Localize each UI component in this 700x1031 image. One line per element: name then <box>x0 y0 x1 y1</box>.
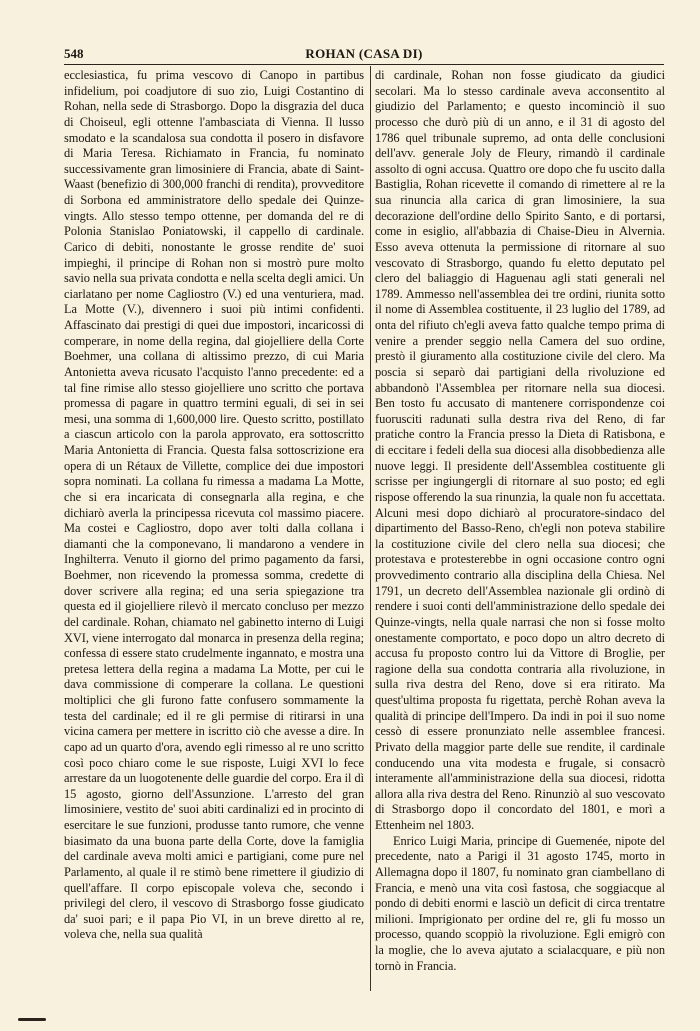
left-column <box>64 68 364 996</box>
right-column <box>375 68 665 996</box>
header-rule <box>64 64 664 65</box>
page-number: 548 <box>64 46 84 61</box>
running-title: ROHAN (CASA DI) <box>305 46 423 61</box>
right-paragraph-1: di cardinale, Rohan non fosse giudicato da giudici secolari. Ma lo stesso cardinale aveva acconsentito al giudizio del Parlamento; e questo incominciò il suo processo che durò più di un anno, e il 31 di agosto del 1786 quel tribunale supremo, ad onta delle conclusioni dell'avv. generale Joly de Fleury, rimandò il cardinale assolto di ogni accusa. Quattro ore dopo che fu uscito dalla Bastiglia, Rohan ricevette il comando di rimettere al re la sua rinuncia alla carica di gran limosiniere, la sua decorazione dell'ordine dello Spirito Santo, e di portarsi, come in esiglio, all'abbazia di Chaise-Dieu in Alvernia. Esso aveva ottenuta la permissione di ritornare al suo vescovato di Strasborgo, quando fu eletto deputato pel clero del baliaggio di Haguenau agli stati generali nel 1789. Ammesso nell'assemblea dei tre ordini, riunita sotto il nome di Assemblea costituente, il 23 luglio del 1789, ad onta del rifiuto ch'egli aveva fatto qualche tempo prima di venire a prender seggio nella Camera del suo ordine, prestò il giuramento alla costituzione civile del clero. Ma poscia si separò dai partigiani della rivoluzione ed abbandonò l'Assemblea per ritornare nella sua diocesi. Ben tosto fu accusato di mantenere corrispondenze coi fuorusciti radunati sulla destra riva del Reno, di far pratiche contro la Francia presso la Dieta di Ratisbona, e di eccitare i fedeli della sua diocesi alla disobbedienza alle nuove leggi. Il presidente dell'Assemblea costituente gli scrisse per ingiungergli di ritornare al suo posto; ed egli rispose offerendo la sua rinunzia, la quale non fu accettata. Alcuni mesi dopo dichiarò al procuratore-sindaco del dipartimento del Basso-Reno, ch'egli non poteva stabilire la costituzione civile del clero nella sua diocesi; che protestava e protesterebbe in ogni occasione contro ogni provvedimento contrario alla disciplina della Chiesa. Nel 1791, un decreto dell'Assemblea nazionale gli ordinò di rendere i suoi conti dell'amministrazione dello spedale dei Quinze-vingts, nella quale narrasi che non si fosse molto onestamente comportato, e poco dopo un altro decreto di accusa fu proposto contro lui da Vittore di Broglie, per ragione della sua condotta contraria alla rivoluzione, in sulla riva destra del Reno, dove si era ritirato. Ma quest'ultima proposta fu rigettata, perchè Rohan aveva la qualità di principe dell'Impero. Da indi in poi il suo nome cessò di essere pronunziato nelle assemblee francesi. Privato della maggior parte delle sue rendite, il cardinale conducendo una vita modesta e frugale, si consacrò interamente all'amministrazione della sua diocesi, ridotta allora alla riva destra del Reno. Rinunziò al suo vescovato di Strasborgo dopo il concordato del 1801, e morì a Ettenheim nel 1803. <box>375 68 665 832</box>
scan-edge-mark <box>18 1018 46 1021</box>
left-paragraph-1: ecclesiastica, fu prima vescovo di Canopo in partibus infidelium, poi coadjutore di suo zio, Luigi Costantino di Rohan, nella sede di Strasborgo. Dopo la disgrazia del duca di Choiseul, egli ottenne l'ambasciata di Vienna. Il lusso smodato e la scandalosa sua condotta il posero in disfavore di Maria Teresa. Richiamato in Francia, fu nominato successivamente gran limosiniere di Francia, abate di Saint-Waast (benefizio di 300,000 franchi di rendita), provveditore di Sorbona ed amministratore dello spedale dei Quinze-vingts. Allo stesso tempo ottenne, per domanda del re di Polonia Stanislao Poniatowski, il cappello di cardinale. Carico di debiti, nonostante le grosse rendite de' suoi impieghi, il principe di Rohan non si mostrò pure molto savio nella sua privata condotta e nella scelta degli amici. Un ciarlatano per nome Cagliostro (V.) ed una venturiera, mad. La Motte (V.), divennero i suoi più intimi confidenti. Affascinato dai prestigi di quei due impostori, incaricossi di comperare, in nome della regina, dal giojelliere della Corte Boehmer, una collana di altissimo prezzo, di cui Maria Antonietta aveva ricusato l'acquisto l'anno precedente: ed a tal fine rimise allo stesso giojelliere uno scritto che portava promessa di pagare in quattro termini eguali, di sei in sei mesi, una somma di 1,600,000 lire. Questo scritto, postillato a ciascun articolo con la parola approvato, era sottoscritto Maria Antonietta di Francia. Questa falsa sottoscrizione era opera di un Rétaux de Villette, complice dei due impostori sopra nominati. La collana fu rimessa a madama La Motte, che si era incaricata di consegnarla alla regina, e che dichiarò averla la principessa ricevuta col massimo piacere. Ma costei e Cagliostro, dopo aver tolti dalla collana i diamanti che la componevano, li mandarono a vendere in Inghilterra. Venuto il giorno del primo pagamento da farsi, Boehmer, non ricevendo la promessa somma, credette di dover scrivere alla regina; ed una seria spiegazione tra questa ed il giojelliere rilevò il mercato concluso per mezzo del cardinale. Rohan, chiamato nel gabinetto interno di Luigi XVI, viene interrogato dal monarca in presenza della regina; confessa di essere stato crudelmente ingannato, e mostra una pretesa lettera della regina a madama La Motte, per cui le dava commissione di comperare la collana. Le questioni moltiplici che gli furono fatte confusero sommamente la testa del cardinale; ed il re gli permise di ritirarsi in una vicina camera per mettere in iscritto ciò che avesse a dire. In capo ad un quarto d'ora, avendo egli rimesso al re uno scritto così poco chiaro come le sue risposte, Luigi XVI lo fece arrestare da un luogotenente delle guardie del corpo. Era il dì 15 agosto, giorno dell'Assunzione. L'arresto del gran limosiniere, vestito de' suoi abiti cardinalizi ed in procinto di esercitare le sue funzioni, produsse tanto rumore, che venne biasimato da una buona parte della Corte, dove la famiglia del cardinale aveva molti amici e partigiani, come pure nel Parlamento, al quale il re stimò bene rimettere il giudizio di quell'affare. Il corpo episcopale voleva che, secondo i privilegi del clero, il vescovo di Strasborgo fosse giudicato da' suoi pari; e il papa Pio VI, in un breve diretto al re, voleva che, nella sua qualità <box>64 68 364 942</box>
page-header <box>64 44 664 66</box>
right-paragraph-2: Enrico Luigi Maria, principe di Guemenée, nipote del precedente, nato a Parigi il 31 agosto 1745, morto in Allemagna dopo il 1807, fu nominato gran ciambellano di Francia, e menò una vita così fastosa, che soggiacque al pondo di debiti enormi e lasciò un deficit di circa trentatre milioni. Imprigionato per ordine del re, gli fu mosso un processo, quando scoppiò la rivoluzione. Egli emigrò con la moglie, che lo aveva ajutato a scialacquare, e più non tornò in Francia. <box>375 833 665 973</box>
column-divider <box>370 66 371 991</box>
